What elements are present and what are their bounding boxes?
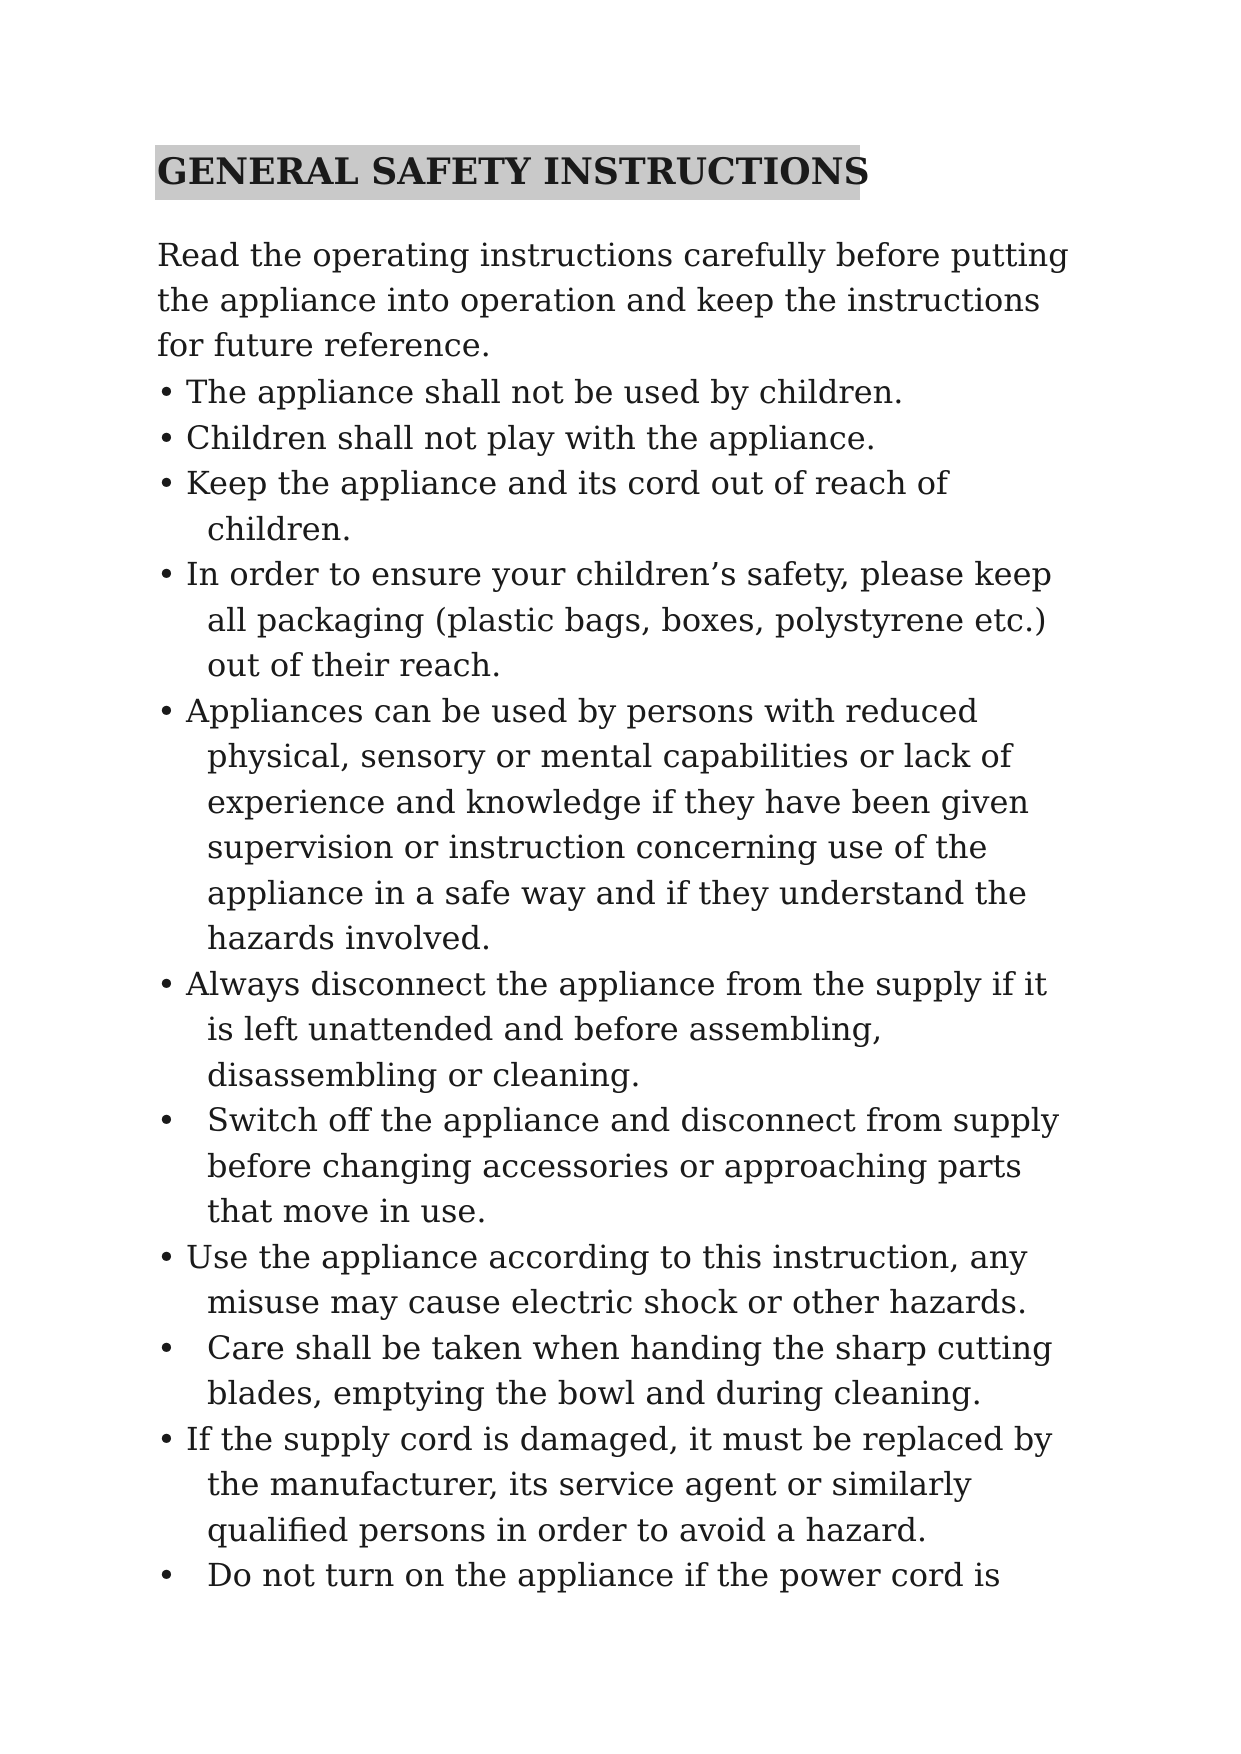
list-item-line: physical, sensory or mental capabilities or lack of	[207, 737, 1012, 775]
bullet-icon: •	[157, 373, 176, 411]
bullet-icon: •	[157, 1101, 176, 1139]
list-item	[157, 1553, 1117, 1599]
list-item-line: blades, emptying the bowl and during cleaning.	[207, 1374, 982, 1412]
bullet-icon: •	[157, 1556, 176, 1594]
list-item-line: out of their reach.	[207, 646, 502, 684]
list-item-line: If the supply cord is damaged, it must be replaced by	[186, 1419, 1053, 1458]
intro-line: for future reference.	[157, 326, 491, 364]
bullet-icon: •	[157, 1237, 176, 1276]
list-item-line: Care shall be taken when handing the sharp cutting	[207, 1328, 1053, 1367]
list-item	[157, 1235, 1117, 1326]
list-item-line: Keep the appliance and its cord out of reach of	[186, 464, 948, 502]
list-item-line: the manufacturer, its service agent or similarly	[207, 1465, 972, 1503]
list-item	[157, 552, 1117, 689]
bullet-icon: •	[157, 418, 176, 457]
list-item-line: misuse may cause electric shock or other hazards.	[207, 1283, 1028, 1321]
list-item	[157, 962, 1117, 1099]
list-item-line: hazards involved.	[207, 919, 492, 957]
list-item-line: children.	[207, 509, 352, 548]
list-item-line: Always disconnect the appliance from the supply if it	[186, 964, 1048, 1003]
bullet-icon: •	[157, 1419, 176, 1458]
bullet-icon: •	[157, 691, 176, 730]
list-item-line: Use the appliance according to this instruction, any	[186, 1237, 1028, 1276]
list-item-line: Switch off the appliance and disconnect from supply	[207, 1101, 1060, 1139]
bullet-icon: •	[157, 1328, 176, 1367]
list-item-line: Do not turn on the appliance if the power cord is	[207, 1556, 1001, 1594]
list-item-line: all packaging (plastic bags, boxes, polystyrene etc.)	[207, 600, 1047, 639]
list-item	[157, 1417, 1117, 1554]
section-heading: GENERAL SAFETY INSTRUCTIONS	[155, 145, 860, 200]
list-item-line: supervision or instruction concerning use of the	[207, 828, 988, 866]
intro-paragraph	[157, 233, 1097, 368]
list-item	[157, 1326, 1117, 1417]
intro-line: the appliance into operation and keep the instructions	[157, 281, 1041, 319]
bullet-icon: •	[157, 555, 176, 593]
list-item-line: is left unattended and before assembling,	[207, 1010, 883, 1048]
list-item-line: experience and knowledge if they have been given	[207, 782, 1030, 821]
list-item-line: before changing accessories or approaching parts	[207, 1146, 1022, 1185]
list-item	[157, 689, 1117, 962]
bullet-icon: •	[157, 464, 176, 502]
list-item-line: Children shall not play with the appliance.	[186, 418, 876, 457]
list-item-line: that move in use.	[207, 1192, 487, 1230]
intro-line: Read the operating instructions carefully before putting	[157, 236, 1069, 274]
list-item-line: qualified persons in order to avoid a hazard.	[207, 1510, 928, 1549]
list-item-line: disassembling or cleaning.	[207, 1055, 641, 1094]
list-item-line: In order to ensure your children’s safety, please keep	[186, 555, 1052, 593]
list-item	[157, 1098, 1117, 1235]
list-item	[157, 416, 1117, 462]
safety-instructions-list	[157, 370, 1117, 1599]
list-item	[157, 370, 1117, 416]
list-item-line: The appliance shall not be used by children.	[186, 373, 904, 411]
list-item-line: appliance in a safe way and if they understand the	[207, 873, 1027, 912]
bullet-icon: •	[157, 964, 176, 1003]
list-item	[157, 461, 1117, 552]
list-item-line: Appliances can be used by persons with reduced	[186, 691, 978, 730]
